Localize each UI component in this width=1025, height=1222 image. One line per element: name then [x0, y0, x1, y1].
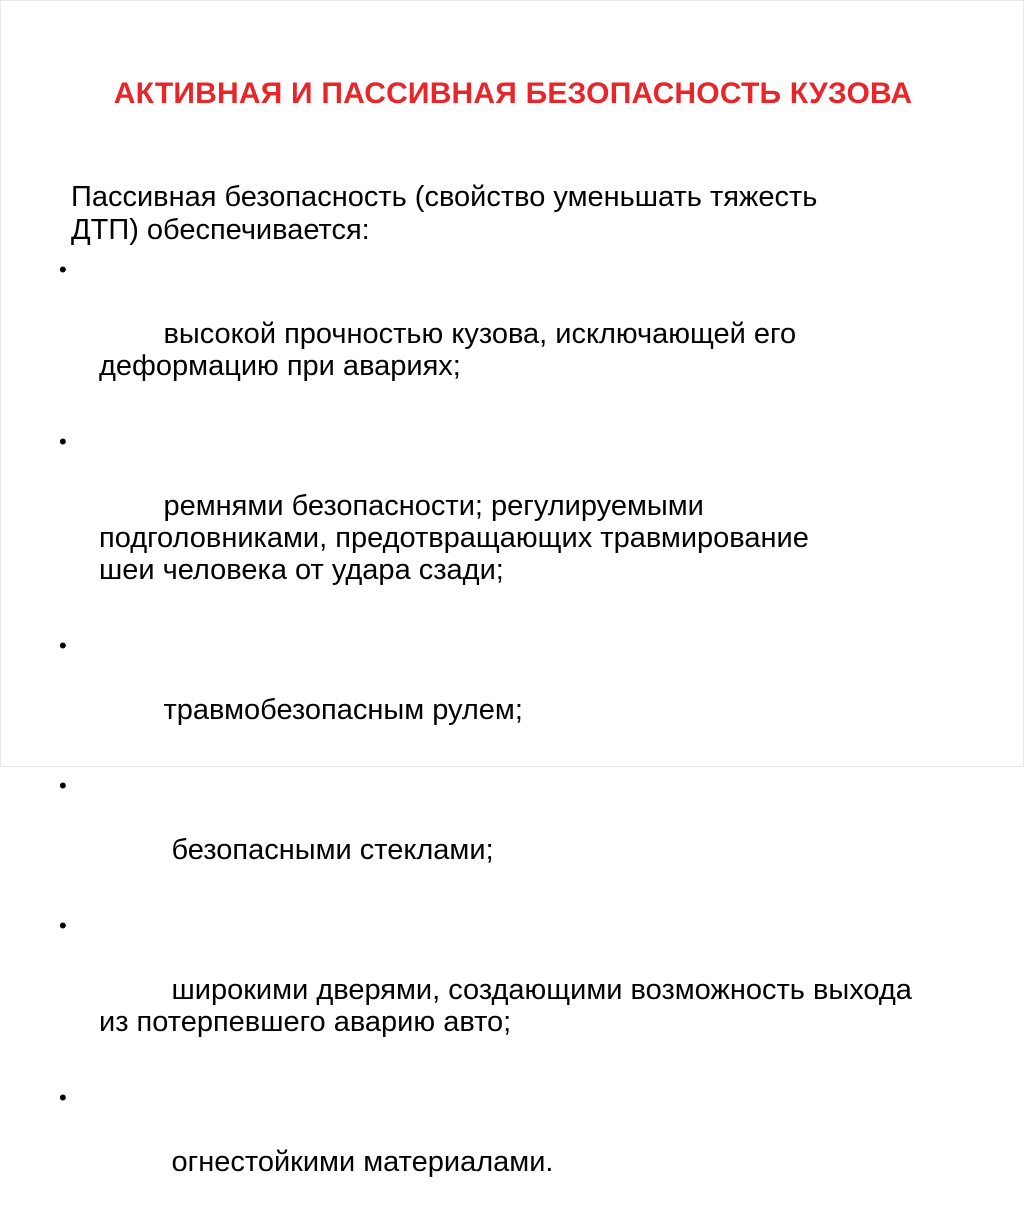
bullet-item — [59, 426, 971, 618]
bullet-item — [59, 1082, 971, 1210]
bullet-item — [59, 254, 971, 414]
bullet-text: высокой прочностью кузова, исключающей его деформацию при авариях; — [99, 318, 797, 382]
slide-content — [59, 181, 971, 1222]
bullet-text: огнестойкими материалами. — [163, 1146, 554, 1178]
intro-text: Пассивная безопасность (свойство уменьшать тяжесть ДТП) обеспечивается: — [71, 181, 818, 246]
bullet-list — [59, 254, 971, 1210]
bullet-icon: • — [59, 913, 67, 938]
slide-title: АКТИВНАЯ И ПАССИВНАЯ БЕЗОПАСНОСТЬ КУЗОВА — [113, 77, 913, 110]
bullet-icon: • — [59, 1085, 67, 1110]
bullet-text: травмобезопасным рулем; — [163, 694, 523, 726]
bullet-item — [59, 770, 971, 898]
bullet-icon: • — [59, 257, 67, 282]
bullet-text: ремнями безопасности; регулируемыми подголовниками, предотвращающих травмирование шеи человека от удара сзади; — [99, 490, 809, 586]
bullet-item — [59, 910, 971, 1070]
bullet-text: широкими дверями, создающими возможность выхода из потерпевшего аварию авто; — [99, 974, 912, 1038]
bullet-item — [59, 630, 971, 758]
bullet-icon: • — [59, 633, 67, 658]
bullet-icon: • — [59, 429, 67, 454]
bullet-text: безопасными стеклами; — [163, 834, 494, 866]
bullet-icon: • — [59, 773, 67, 798]
